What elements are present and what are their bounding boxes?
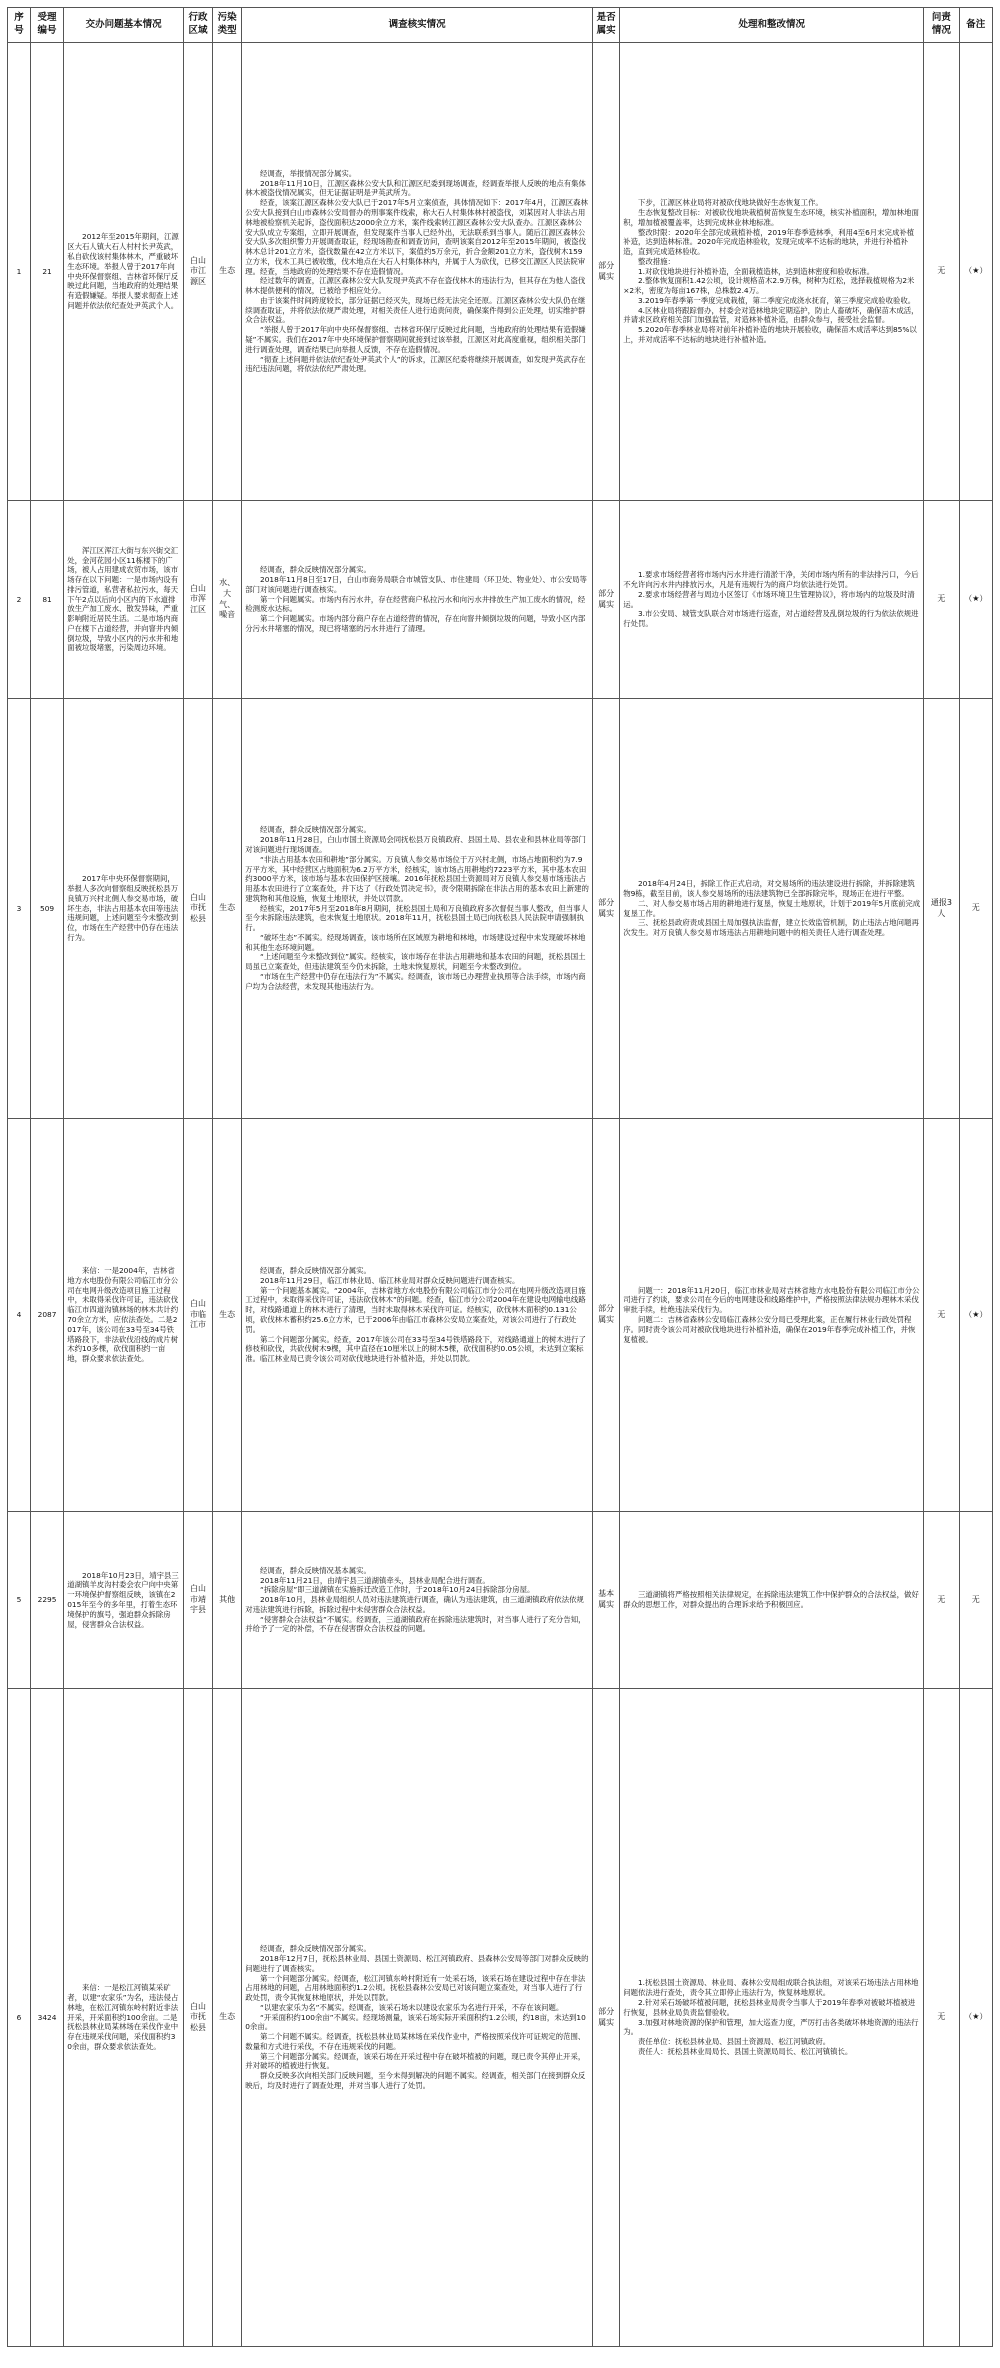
pollution-type-cell: 其他 — [213, 1512, 242, 1689]
header-handling: 处理和整改情况 — [620, 8, 924, 43]
header-accountability: 问责情况 — [924, 8, 959, 43]
is-true-cell: 部分属实 — [593, 1689, 620, 2347]
problem-cell: 浑江区浑江大街与东兴街交汇处，金河花园小区11栋楼下的广场，被人占用建成农贸市场，该市场存在以下问题：一是市场内设有排污管道，私营者私拉污水，每天下午2点以后向小区内的下水道排放生产加工废水、散发异味，严重影响附近居民生活。二是市场内商户在楼下占道经营，并向窨井内倾倒垃圾，导致小区内的污水井和地面被垃圾堵塞，污染周边环境。 — [64, 501, 184, 699]
accountability-cell: 无 — [924, 501, 959, 699]
case-id: 21 — [30, 43, 63, 501]
case-id: 2087 — [30, 1119, 63, 1512]
header-pollution-type: 污染类型 — [213, 8, 242, 43]
handling-cell — [620, 699, 924, 1119]
table-row — [8, 501, 993, 699]
handling-paragraph: 2.要求市场经营者与周边小区签订《市场环境卫生管理协议》，将市场内的垃圾及时清运。 — [623, 589, 915, 609]
investigation-paragraph: 第二个问题部分属实。经查，2017年该公司在33号至34号铁塔路段下，对线路通道上的树木进行了修枝和砍伐，共砍伐树木9棵，其中直径在10厘米以上的树木5棵，砍伐面积约0.05公顷，未达到立案标准。临江林业局已责令该公司对砍伐地块进行补植补造，并处以罚款。 — [245, 1334, 586, 1364]
investigation-paragraph: 经调查，群众反映情况部分属实。 — [260, 1944, 371, 1954]
case-id: 509 — [30, 699, 63, 1119]
remark-cell: （★） — [959, 1119, 992, 1512]
problem-cell: 2012年至2015年期间，江源区大石人镇大石人村村长尹英武，私自砍伐该村集体林木，严重破坏生态环境。举报人曾于2017年向中央环保督察组、吉林省环保厅反映过此问题，当地政府的处理结果有造假嫌疑。举报人要求彻查上述问题并依法依纪查处尹英武个人。 — [64, 43, 184, 501]
accountability-cell: 无 — [924, 1119, 959, 1512]
investigation-paragraph: 2018年11月10日，江源区森林公安大队和江源区纪委到现场调查，经调查举报人反映的地点有集体林木被盗伐情况属实，但无证据证明是尹英武所为。 — [245, 178, 586, 198]
remark-cell: 无 — [959, 1512, 992, 1689]
handling-paragraph: 1.抚松县国土资源局、林业局、森林公安局组成联合执法组，对该采石场违法占用林地问题依法进行查处，责令其立即停止违法行为，恢复林地原状。 — [623, 1978, 919, 1998]
header-row — [8, 8, 993, 43]
investigation-paragraph: 第二个问题不属实。经调查，抚松县林业局某林场在采伐作业中，严格按照采伐许可证规定的范围、数量和方式进行采伐，不存在违规采伐的问题。 — [245, 2032, 586, 2051]
handling-paragraph: 4.区林业局将跟踪督办，村委会对造林地块定期巡护，防止人畜破坏，确保苗木成活，并请求区政府相关部门加强监管，对造林补植补造，由群众参与，接受社会监督。 — [623, 305, 919, 325]
handling-cell — [620, 43, 924, 501]
handling-paragraph: 二、对人参交易市场占用的耕地进行复垦，恢复土地原状，计划于2019年5月底前完成复垦工作。 — [623, 898, 921, 918]
accountability-cell: 无 — [924, 1512, 959, 1689]
pollution-type-cell: 生态 — [213, 43, 242, 501]
handling-paragraph: 责任人：抚松县林业局局长、县国土资源局局长、松江河镇镇长。 — [637, 2046, 853, 2056]
investigation-paragraph: “侵害群众合法权益”不属实。经调查，三道湖镇政府在拆除违法建筑时，对当事人进行了充分告知，并给予了一定的补偿，不存在侵害群众合法权益的问题。 — [245, 1614, 586, 1634]
region-cell: 白山市江源区 — [183, 43, 212, 501]
handling-paragraph: 2.针对采石场破坏植被问题，抚松县林业局责令当事人于2019年春季对被破坏植被进行恢复，县林业局负责监督验收。 — [623, 1997, 916, 2017]
header-is-true: 是否属实 — [593, 8, 620, 43]
investigation-paragraph: 2018年10月，县林业局组织人员对违法建筑进行调查，确认为违法建筑，由三道湖镇政府依法依规对违法建筑进行拆除，拆除过程中未侵害群众合法权益。 — [245, 1595, 584, 1614]
problem-cell: 2017年中央环保督察期间，举报人多次向督察组反映抚松县万良镇万兴村北侧人参交易市场，破坏生态，非法占用基本农田等违法违规问题，上述问题至今未整改到位，市场在生产经营中仍存在违法行为。 — [64, 699, 184, 1119]
supervision-case-table — [7, 7, 993, 2347]
handling-paragraph: 2018年4月24日，拆除工作正式启动，对交易场所的违法建设进行拆除，并拆除建筑物9栋，截至目前，该人参交易场所的违法建筑物已全部拆除完毕，现场正在进行平整。 — [623, 879, 915, 898]
is-true-cell: 基本属实 — [593, 1512, 620, 1689]
investigation-cell — [242, 1689, 593, 2347]
handling-paragraph: 责任单位：抚松县林业局、县国土资源局、松江河镇政府。 — [637, 2037, 831, 2047]
is-true-cell: 部分属实 — [593, 1119, 620, 1512]
investigation-paragraph: 经调查，群众反映情况部分属实。 — [260, 1266, 371, 1276]
investigation-paragraph: 第一个问题基本属实。“2004年，吉林省地方水电股份有限公司临江市分公司在电网升级改造项目施工过程中，未取得采伐许可证，违法砍伐林木”的问题。经查，临江市分公司2004年在建设电网输电线路时，对线路通道上的林木进行了清理，当时未取得林木采伐许可证。经核实，砍伐林木面积约0.131公顷，砍伐林木蓄积约25.6立方米，已于2006年由临江市森林公安局立案查处，对该公司进行了行政处罚。 — [245, 1285, 586, 1334]
table-row — [8, 1119, 993, 1512]
investigation-paragraph: “开采面积约100余亩”不属实。经现场测量，该采石场实际开采面积约1.2公顷，约18亩，未达到100余亩。 — [245, 2012, 586, 2032]
handling-paragraph: 1.要求市场经营者将市场内污水井进行清淤干净，关闭市场内所有的非法排污口，今后不允许向污水井内排放污水，凡是有违规行为的商户均依法进行处罚。 — [623, 570, 919, 589]
investigation-paragraph: 2018年11月28日，白山市国土资源局会同抚松县万良镇政府、县国土局、县农业和县林业局等部门对该问题进行现场调查。 — [245, 835, 586, 855]
region-cell: 白山市靖宇县 — [183, 1512, 212, 1689]
case-id: 3424 — [30, 1689, 63, 2347]
investigation-paragraph: 由于该案件时间跨度较长，部分证据已经灭失，现场已经无法完全还原。江源区森林公安大队仍在继续调查取证，并将依法依规严肃处理，对相关责任人进行追责问责，确保案件得到公正处理，切实维护群众合法权益。 — [245, 295, 586, 325]
investigation-paragraph: 2018年12月7日，抚松县林业局、县国土资源局、松江河镇政府、县森林公安局等部门对群众反映的问题进行了调查核实。 — [245, 1954, 589, 1973]
header-region: 行政区域 — [183, 8, 212, 43]
handling-paragraph: 3.市公安局、城管支队联合对市场进行巡查，对占道经营及乱倒垃圾的行为依法依规进行处罚。 — [623, 609, 919, 629]
investigation-paragraph: “以建农家乐为名”不属实。经调查，该采石场未以建设农家乐为名进行开采，不存在该问题。 — [260, 2002, 564, 2012]
problem-cell: 2018年10月23日，靖宇县三道湖镇羊皮沟村委会农户向中央第一环境保护督察组反映，该镇在2015年至今的多年里，打着生态环境保护的旗号，强迫群众拆除房屋，侵害群众合法权益。 — [64, 1512, 184, 1689]
investigation-cell — [242, 43, 593, 501]
row-number: 6 — [8, 1689, 31, 2347]
handling-paragraph: 问题一：2018年11月20日，临江市林业局对吉林省地方水电股份有限公司临江市分公司进行了约谈，要求公司在今后的电网建设和线路维护中，严格按照法律法规办理林木采伐审批手续，杜绝违法采伐行为。 — [623, 1285, 920, 1315]
handling-cell — [620, 1119, 924, 1512]
case-id: 2295 — [30, 1512, 63, 1689]
investigation-paragraph: 2018年11月8日至17日，白山市商务局联合市城管支队、市住建局（环卫处、物业处）、市公安局等部门对该问题进行调查核实。 — [245, 575, 587, 594]
handling-paragraph: 下步，江源区林业局将对被砍伐地块做好生态恢复工作。 — [637, 198, 823, 208]
row-number: 4 — [8, 1119, 31, 1512]
handling-paragraph: 三、抚松县政府责成县国土局加强执法监督，建立长效监管机制，防止违法占地问题再次发生。对万良镇人参交易市场违法占用耕地问题中的相关责任人进行调查处理。 — [623, 918, 919, 938]
row-number: 3 — [8, 699, 31, 1119]
handling-paragraph: 整改时限：2020年全部完成栽植补植，2019年春季造林季，利用4至6月末完成补植补造，达到造林标准。2020年完成造林验收，发现完成率不达标的地块，并进行补植补造，直到完成造林验收。 — [623, 227, 915, 257]
pollution-type-cell: 生态 — [213, 1119, 242, 1512]
region-cell: 白山市抚松县 — [183, 699, 212, 1119]
region-cell: 白山市浑江区 — [183, 501, 212, 699]
handling-cell — [620, 1512, 924, 1689]
row-number: 5 — [8, 1512, 31, 1689]
investigation-paragraph: “彻查上述问题并依法依纪查处尹英武个人”的诉求，江源区纪委将继续开展调查，如发现尹英武存在违纪违法问题，将依法依纪严肃处理。 — [245, 354, 586, 374]
handling-paragraph: 5.2020年春季林业局将对前年补植补造的地块开展验收，确保苗木成活率达到85%以上，并对成活率不达标的地块进行补植补造。 — [623, 325, 917, 344]
handling-cell — [620, 1689, 924, 2347]
header-problem: 交办问题基本情况 — [64, 8, 184, 43]
investigation-paragraph: “上述问题至今未整改到位”属实。经核实，该市场存在非法占用耕地和基本农田的问题，抚松县国土局虽已立案查处，但违法建筑至今仍未拆除，土地未恢复原状，问题至今未整改到位。 — [245, 952, 586, 972]
header-remark: 备注 — [959, 8, 992, 43]
investigation-paragraph: 第二个问题属实。市场内部分商户存在占道经营的情况，存在向窨井倾倒垃圾的问题，导致小区内部分污水井堵塞的情况，现已将堵塞的污水井进行了清理。 — [245, 614, 586, 633]
investigation-cell — [242, 501, 593, 699]
region-cell: 白山市临江市 — [183, 1119, 212, 1512]
pollution-type-cell: 生态 — [213, 699, 242, 1119]
investigation-paragraph: 2018年11月29日，临江市林业局、临江林业局对群众反映问题进行调查核实。 — [260, 1275, 520, 1285]
pollution-type-cell: 水、大气、噪音 — [213, 501, 242, 699]
handling-paragraph: 三道湖镇将严格按照相关法律规定，在拆除违法建筑工作中保护群众的合法权益，做好群众的思想工作，对群众提出的合理诉求给予积极回应。 — [623, 1590, 919, 1609]
investigation-paragraph: 经调查，举报情况部分属实。 — [260, 168, 357, 178]
investigation-cell — [242, 1119, 593, 1512]
handling-paragraph: 问题二：吉林省森林公安局临江森林公安分局已受理此案，正在履行林业行政处罚程序。同时责令该公司对被砍伐地块进行补植补造，确保在2019年春季完成补植工作，并恢复植被。 — [623, 1315, 916, 1344]
region-cell: 白山市抚松县 — [183, 1689, 212, 2347]
handling-paragraph: 整改措施： — [637, 256, 675, 266]
pollution-type-cell: 生态 — [213, 1689, 242, 2347]
is-true-cell: 部分属实 — [593, 699, 620, 1119]
table-row — [8, 43, 993, 501]
investigation-paragraph: 经调查，群众反映情况基本属实。 — [260, 1565, 371, 1575]
header-investigation: 调查核实情况 — [242, 8, 593, 43]
problem-cell: 来信：一是松江河镇某采矿者，以建“农家乐”为名，违法侵占林地，在松江河镇东岭村附近非法开采，开采面积约100余亩。二是抚松县林业局某林场在采伐作业中存在违规采伐问题，采伐面积约30余亩，群众要求依法查处。 — [64, 1689, 184, 2347]
accountability-cell: 无 — [924, 1689, 959, 2347]
handling-paragraph: 3.加强对林地资源的保护和管理，加大巡查力度，严厉打击各类破坏林地资源的违法行为。 — [623, 2017, 919, 2037]
remark-cell: （★） — [959, 43, 992, 501]
table-row — [8, 699, 993, 1119]
table-row — [8, 1512, 993, 1689]
remark-cell: （★） — [959, 1689, 992, 2347]
investigation-paragraph: 第一个问题部分属实。经调查，松江河镇东岭村附近有一处采石场，该采石场在建设过程中存在非法占用林地的问题，占用林地面积约1.2公顷。抚松县森林公安局已对该问题立案查处，对当事人进行了行政处罚，责令其恢复林地原状，并处以罚款。 — [245, 1973, 586, 2003]
header-case-id: 受理编号 — [30, 8, 63, 43]
handling-paragraph: 3.2019年春季第一季度完成栽植，第二季度完成浇水抚育，第三季度完成验收验收。 — [637, 295, 916, 305]
investigation-paragraph: 经核实，2017年5月至2018年8月期间，抚松县国土局和万良镇政府多次督促当事人整改，但当事人至今未拆除违法建筑，也未恢复土地原状。2018年11月，抚松县国土局已向抚松县人民法院申请强制执行。 — [245, 903, 588, 933]
row-number: 1 — [8, 43, 31, 501]
investigation-paragraph: 经调查，群众反映情况部分属实。 — [260, 825, 371, 835]
investigation-paragraph: “破坏生态”不属实。经现场调查，该市场所在区域原为耕地和林地，市场建设过程中未发现破坏林地和其他生态环境问题。 — [245, 932, 586, 952]
accountability-cell: 通报3人 — [924, 699, 959, 1119]
investigation-paragraph: 群众反映多次向相关部门反映问题，至今未得到解决的问题不属实。经调查，相关部门在接到群众反映后，均及时进行了调查处理，并对当事人进行了处罚。 — [245, 2071, 586, 2090]
investigation-paragraph: “市场在生产经营中仍存在违法行为”不属实。经调查，该市场已办理营业执照等合法手续，市场内商户均为合法经营，未发现其他违法行为。 — [245, 971, 586, 991]
investigation-paragraph: 经查，该案江源区森林公安大队已于2017年5月立案侦查，具体情况如下：2017年4月，江源区森林公安大队接到白山市森林公安局督办的刑事案件线索，称大石人村集体林村被盗伐，刘某因对人非法占用林地被检察机关起诉，盗伐面积达2000余立方米，案件线索转江源区森林公安大队查办。江源区森林公安大队成立专案组，立即开展调查，但发现案件当事人已经外出，无法联系到当事人。随后江源区森林公安大队多次组织警力开展调查取证，经现场勘查和调查访问，查明该案自2012年至2015年期间，被盗伐林木总计201立方米，盗伐数量在42立方米以下，案值约5万余元，折合金额201立方米，盗伐树木159立方米，伐木工具已被收缴，伐木地点在大石人村集体林内，并属于人为砍伐，已移交江源区人民法院审理。经查，当地政府的处理结果不存在造假情况。 — [245, 198, 588, 276]
investigation-paragraph: “拆除房屋”即三道湖镇在实施拆迁改造工作时，于2018年10月24日拆除部分房屋。 — [260, 1585, 535, 1595]
is-true-cell: 部分属实 — [593, 43, 620, 501]
remark-cell: （★） — [959, 501, 992, 699]
remark-cell: 无 — [959, 699, 992, 1119]
investigation-paragraph: “非法占用基本农田和耕地”部分属实。万良镇人参交易市场位于万兴村北侧，市场占地面积约为7.9万平方米，其中经营区占地面积为6.2万平方米，经核实，该市场占用耕地约7223平方米，其中基本农田约3000平方米，该市场与基本农田保护区接壤。2016年抚松县国土资源局对万良镇人参交易市场违法占用基本农田进行了立案查处，并下达了《行政处罚决定书》，责令限期拆除在非法占用的基本农田上新建的建筑物和其他设施，恢复土地原状，并处以罚款。 — [245, 854, 589, 903]
problem-cell: 来信：一是2004年，吉林省地方水电股份有限公司临江市分公司在电网升级改造项目施工过程中，未取得采伐许可证，违法砍伐临江市四道沟镇林场的林木共计约70余立方米，应依法查处。二是2017年，该公司在33号至34号铁塔路段下，非法砍伐沿线的成片树木约10多棵，砍伐面积约一亩地，群众要求依法查处。 — [64, 1119, 184, 1512]
investigation-paragraph: 2018年11月21日，由靖宇县三道湖镇牵头，县林业局配合进行调查。 — [260, 1575, 490, 1585]
handling-paragraph: 生态恢复整改目标：对被砍伐地块栽植树苗恢复生态环境，核实补植面积，增加林地面积，增加植被覆盖率，达到完成林业林地标准。 — [623, 208, 919, 227]
investigation-paragraph: 第一个问题属实。市场内有污水井，存在经营商户私拉污水和向污水井排放生产加工废水的情况，经检测废水达标。 — [245, 594, 586, 614]
investigation-paragraph: 经调查，群众反映情况部分属实。 — [260, 565, 371, 575]
handling-paragraph: 1.对砍伐地块进行补植补造，全面栽植造林，达到造林密度和验收标准。 — [637, 266, 875, 276]
header-no: 序号 — [8, 8, 31, 43]
investigation-cell — [242, 699, 593, 1119]
is-true-cell: 部分属实 — [593, 501, 620, 699]
table-row — [8, 1689, 993, 2347]
investigation-cell — [242, 1512, 593, 1689]
investigation-paragraph: “举报人曾于2017年向中央环保督察组、吉林省环保厅反映过此问题，当地政府的处理结果有造假嫌疑”不属实。我们在2017年中央环境保护督察期间就接到过该举报，江源区对此高度重视，组织相关部门进行调查处理，调查结果已向举报人反馈，不存在造假情况。 — [245, 325, 586, 354]
accountability-cell: 无 — [924, 43, 959, 501]
investigation-paragraph: 经过数年的调查，江源区森林公安大队发现尹英武不存在盗伐林木的违法行为，但其存在为他人盗伐林木提供便利的情况，已被给予相应处分。 — [245, 276, 586, 296]
handling-paragraph: 2.整体恢复面积1.42公顷，设计规格苗木2.9万株，树种为红松，选择栽植规格为2米×2米，密度为每亩167株，总株数2.4万。 — [623, 276, 915, 296]
case-id: 81 — [30, 501, 63, 699]
row-number: 2 — [8, 501, 31, 699]
investigation-paragraph: 第三个问题部分属实。经调查，该采石场在开采过程中存在破坏植被的问题，现已责令其停止开采，并对破坏的植被进行恢复。 — [245, 2051, 586, 2071]
handling-cell — [620, 501, 924, 699]
